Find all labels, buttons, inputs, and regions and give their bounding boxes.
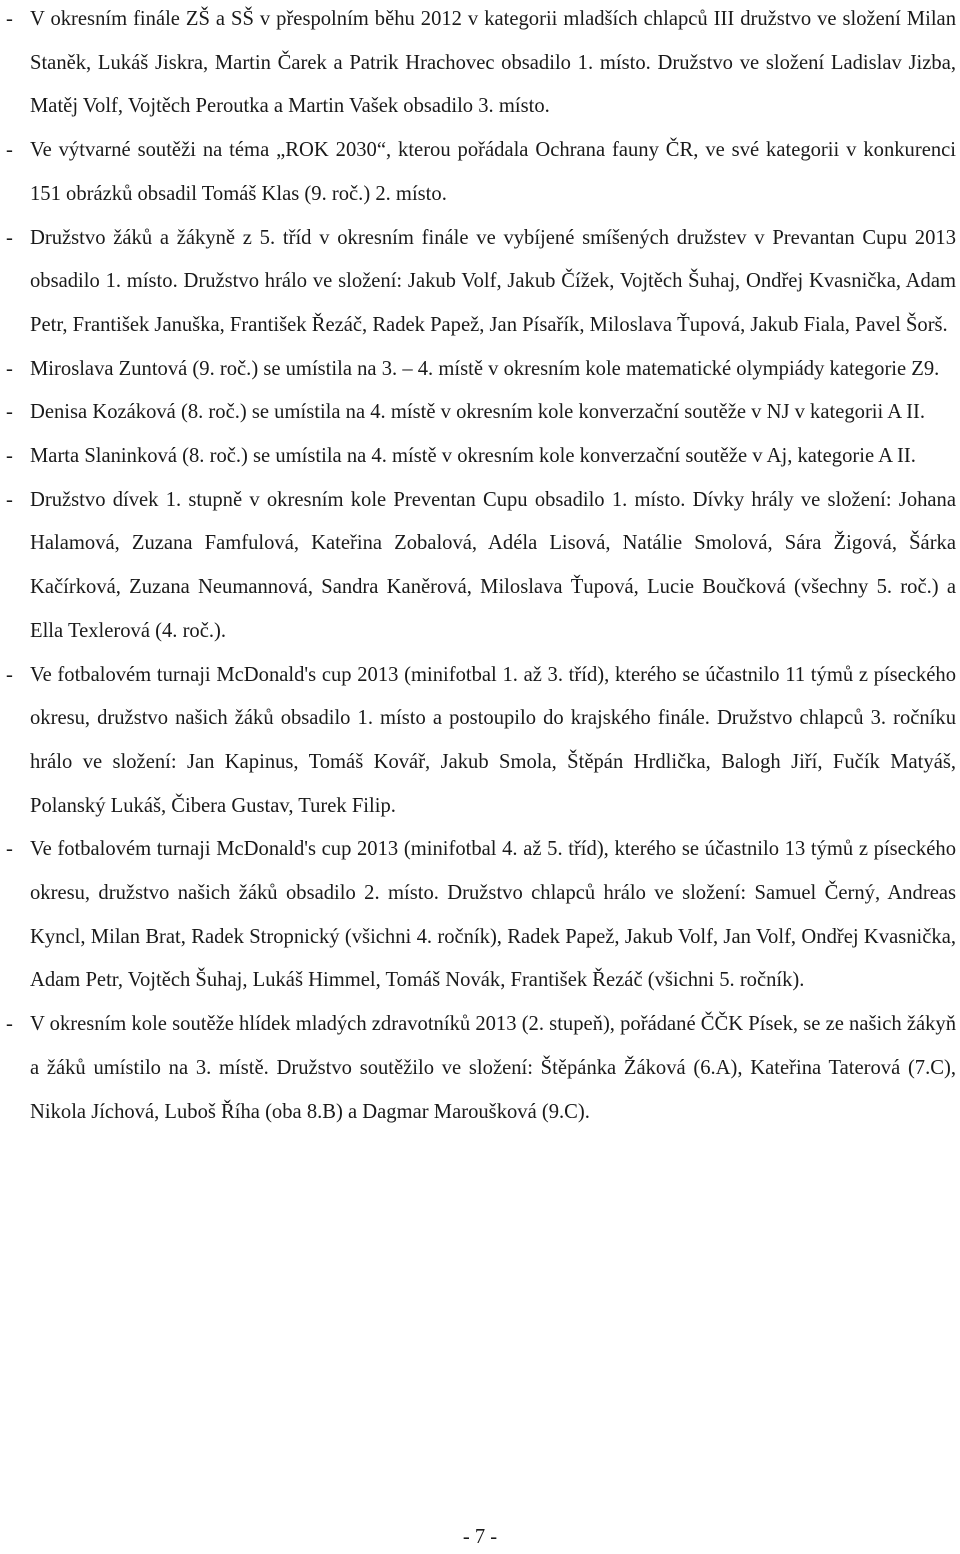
list-item	[6, 391, 956, 435]
list-item-text: V okresním finále ZŠ a SŠ v přespolním běhu 2012 v kategorii mladších chlapců III družstvo ve složení Milan Staněk, Lukáš Jiskra, Martin Čarek a Patrik Hrachovec obsadilo 1. místo. Družstvo ve složení Ladislav Jizba, Matěj Volf, Vojtěch Peroutka a Martin Vašek obsadilo 3. místo.	[30, 8, 956, 118]
list-item	[6, 0, 956, 129]
list-item-text: Družstvo žáků a žákyně z 5. tříd v okresním finále ve vybíjené smíšených družstev v Prevantan Cupu 2013 obsadilo 1. místo. Družstvo hrálo ve složení: Jakub Volf, Jakub Čížek, Vojtěch Šuhaj, Ondřej Kvasnička, Adam Petr, František Januška, František Řezáč, Radek Papež, Jan Písařík, Miloslava Ťupová, Jakub Fiala, Pavel Šorš.	[30, 226, 956, 336]
page-number: - 7 -	[462, 1526, 498, 1548]
bullet-dash: -	[6, 8, 13, 30]
bullet-dash: -	[6, 488, 13, 511]
list-item	[6, 129, 956, 216]
list-item	[6, 654, 956, 829]
list-item	[6, 435, 956, 479]
list-item-text: Denisa Kozáková (8. roč.) se umístila na 4. místě v okresním kole konverzační soutěže v NJ v kategorii A II.	[30, 401, 926, 424]
list-item	[6, 479, 956, 654]
list-item-text: Ve fotbalovém turnaji McDonald's cup 2013 (minifotbal 1. až 3. tříd), kterého se účastnilo 11 týmů z píseckého okresu, družstvo našich žáků obsadilo 1. místo a postoupilo do krajského finále. Družstvo chlapců 3. ročníku hrálo ve složení: Jan Kapinus, Tomáš Kovář, Jakub Smola, Štěpán Hrdlička, Balogh Jiří, Fučík Matyáš, Polanský Lukáš, Čibera Gustav, Turek Filip.	[30, 663, 956, 817]
bullet-dash: -	[6, 1013, 13, 1036]
bullet-dash: -	[6, 139, 13, 162]
list-item	[6, 1003, 956, 1134]
bullet-dash: -	[6, 226, 13, 249]
list-item-text: Ve výtvarné soutěži na téma „ROK 2030“, kterou pořádala Ochrana fauny ČR, ve své kategorii v konkurenci 151 obrázků obsadil Tomáš Klas (9. roč.) 2. místo.	[30, 139, 956, 205]
list-item-text: V okresním kole soutěže hlídek mladých zdravotníků 2013 (2. stupeň), pořádané ČČK Písek, se ze našich žákyň a žáků umístilo na 3. místě. Družstvo soutěžilo ve složení: Štěpánka Žáková (6.A), Kateřina Taterová (7.C), Nikola Jíchová, Luboš Říha (oba 8.B) a Dagmar Maroušková (9.C).	[30, 1013, 956, 1123]
bullet-dash: -	[6, 445, 13, 468]
bullet-dash: -	[6, 663, 13, 686]
achievements-list	[6, 0, 956, 1134]
list-item-text: Družstvo dívek 1. stupně v okresním kole Preventan Cupu obsadilo 1. místo. Dívky hrály ve složení: Johana Halamová, Zuzana Famfulová, Kateřina Zobalová, Adéla Lisová, Natálie Smolová, Sára Žigová, Šárka Kačírková, Zuzana Neumannová, Sandra Kaněrová, Miloslava Ťupová, Lucie Boučková (všechny 5. roč.) a Ella Texlerová (4. roč.).	[30, 488, 956, 642]
list-item	[6, 828, 956, 1003]
list-item	[6, 348, 956, 392]
list-item-text: Marta Slaninková (8. roč.) se umístila na 4. místě v okresním kole konverzační soutěže v Aj, kategorie A II.	[30, 445, 916, 468]
bullet-dash: -	[6, 357, 13, 380]
bullet-dash: -	[6, 401, 13, 424]
list-item	[6, 217, 956, 348]
bullet-dash: -	[6, 838, 13, 861]
list-item-text: Ve fotbalovém turnaji McDonald's cup 2013 (minifotbal 4. až 5. tříd), kterého se účastnilo 13 týmů z píseckého okresu, družstvo našich žáků obsadilo 2. místo. Družstvo chlapců hrálo ve složení: Samuel Černý, Andreas Kyncl, Milan Brat, Radek Stropnický (všichni 4. ročník), Radek Papež, Jakub Volf, Jan Volf, Ondřej Kvasnička, Adam Petr, Vojtěch Šuhaj, Lukáš Himmel, Tomáš Novák, František Řezáč (všichni 5. ročník).	[30, 838, 956, 992]
list-item-text: Miroslava Zuntová (9. roč.) se umístila na 3. – 4. místě v okresním kole matematické olympiády kategorie Z9.	[30, 357, 940, 380]
